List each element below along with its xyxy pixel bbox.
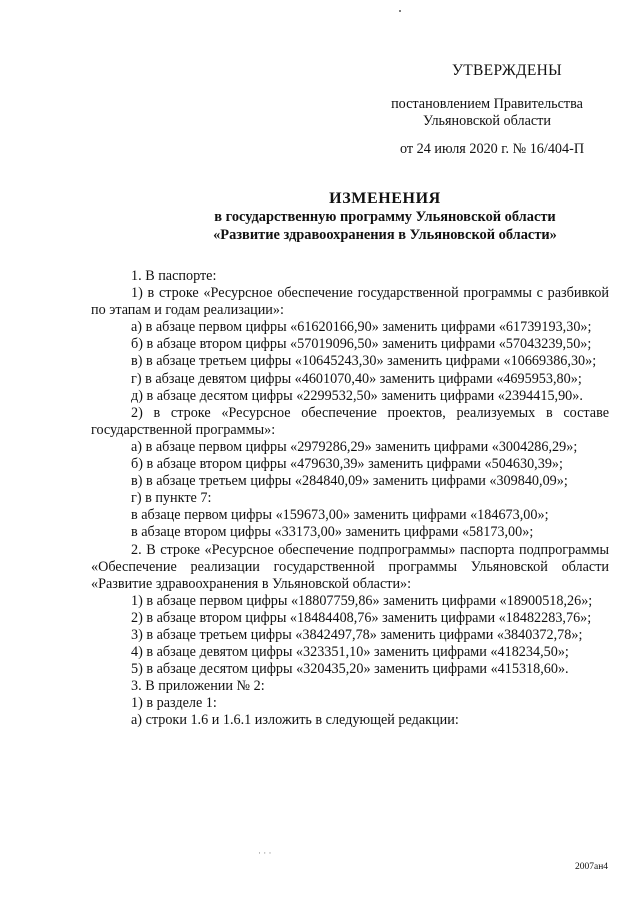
paragraph: 5) в абзаце десятом цифры «320435,20» заменить цифрами «415318,60».: [131, 661, 569, 678]
decree-reference: [390, 96, 584, 130]
paragraph: 1) в строке «Ресурсное обеспечение государственной программы с разбивкой по этапам и годам реализации»:: [91, 285, 609, 319]
scan-speck: [399, 10, 401, 12]
paragraph: а) в абзаце первом цифры «61620166,90» заменить цифрами «61739193,30»;: [131, 319, 592, 336]
paragraph: 2) в строке «Ресурсное обеспечение проектов, реализуемых в составе государственной программы»:: [91, 404, 609, 438]
paragraph: в) в абзаце третьем цифры «284840,09» заменить цифрами «309840,09»;: [131, 473, 568, 490]
paragraph: б) в абзаце втором цифры «57019096,50» заменить цифрами «57043239,50»;: [131, 336, 592, 353]
paragraph: г) в абзаце девятом цифры «4601070,40» заменить цифрами «4695953,80»;: [131, 370, 582, 387]
decree-date: от 24 июля 2020 г. № 16/404-П: [400, 141, 585, 157]
paragraph: 3) в абзаце третьем цифры «3842497,78» заменить цифрами «3840372,78»;: [131, 626, 583, 643]
paragraph: 4) в абзаце девятом цифры «323351,10» заменить цифрами «418234,50»;: [131, 644, 569, 661]
title-main: ИЗМЕНЕНИЯ: [329, 190, 441, 207]
paragraph: 2) в абзаце втором цифры «18484408,76» заменить цифрами «18482283,76»;: [131, 609, 592, 626]
paragraph: 1. В паспорте:: [131, 268, 217, 284]
paragraph: 2. В строке «Ресурсное обеспечение подпрограммы» паспорта подпрограммы «Обеспечение реализации государственной программы Ульяновской области «Развитие здравоохранения в Ульяновской области»:: [91, 541, 609, 592]
paragraph: 1) в разделе 1:: [131, 695, 217, 712]
document-title: [100, 190, 640, 244]
paragraph: 3. В приложении № 2:: [131, 678, 265, 695]
approval-stamp: УТВЕРЖДЕНЫ: [452, 62, 562, 79]
document-code: 2007ан4: [575, 862, 609, 872]
paragraph: б) в абзаце втором цифры «479630,39» заменить цифрами «504630,39»;: [131, 456, 563, 473]
decree-line: постановлением Правительства: [391, 96, 583, 112]
paragraph: в абзаце втором цифры «33173,00» заменить цифрами «58173,00»;: [131, 524, 534, 541]
paragraph: в) в абзаце третьем цифры «10645243,30» заменить цифрами «10669386,30»;: [131, 353, 597, 370]
paragraph: 1) в абзаце первом цифры «18807759,86» заменить цифрами «18900518,26»;: [131, 592, 593, 609]
paragraph: г) в пункте 7:: [131, 490, 212, 507]
document-body: [91, 268, 609, 730]
decree-line: Ульяновской области: [423, 113, 551, 129]
paragraph: д) в абзаце десятом цифры «2299532,50» заменить цифрами «2394415,90».: [131, 387, 583, 404]
title-subline: «Развитие здравоохранения в Ульяновской области»: [213, 227, 557, 243]
title-subline: в государственную программу Ульяновской области: [214, 209, 556, 225]
paragraph: а) в абзаце первом цифры «2979286,29» заменить цифрами «3004286,29»;: [131, 438, 578, 455]
paragraph: в абзаце первом цифры «159673,00» заменить цифрами «184673,00»;: [131, 507, 549, 524]
paragraph: а) строки 1.6 и 1.6.1 изложить в следующей редакции:: [131, 712, 459, 729]
page-separator: · · ·: [258, 848, 272, 858]
